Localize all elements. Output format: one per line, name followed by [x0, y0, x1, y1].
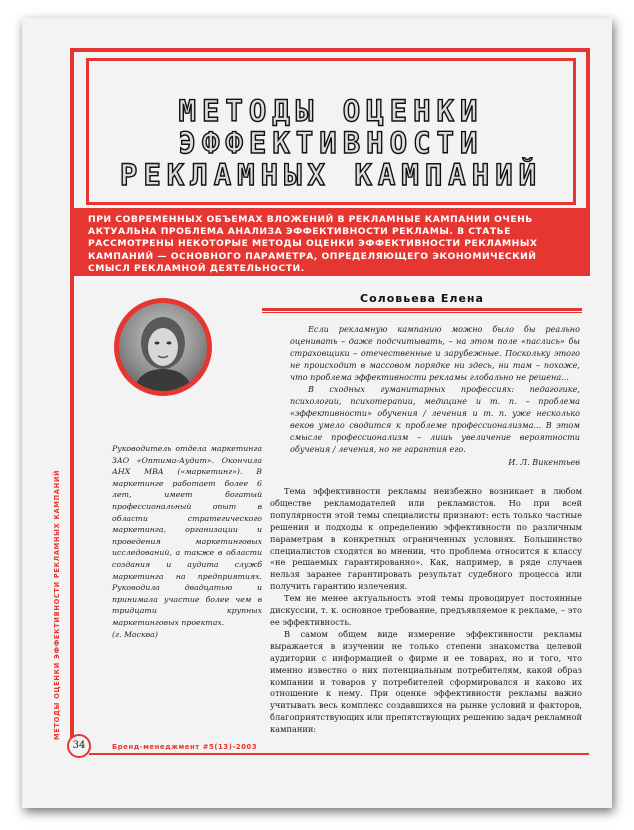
author-photo [114, 298, 212, 396]
magazine-page [22, 18, 612, 808]
footer-rule [89, 753, 589, 755]
body-paragraph: Тема эффективности рекламы неизбежно возникает в любом обществе рекламодателей или рекламистов. Но при всей популярности этой темы специалисты признают: есть только частные решения и подходы к определению эффективности по различным параметрам в конкретных ограниченных условиях. Большинство специалистов сходятся во мнении, что проблема относится к классу «не решаемых гарантированно». Как, например, в ряде случаев нельзя заранее гарантировать результат судебного процесса или получить гарантию излечения. [270, 486, 582, 592]
epigraph-paragraph: В сходных гуманитарных профессиях: педагогике, психологии, психотерапии, медицине и т. п. – проблема «эффективности» обучения / лечения и т. п. уже несколько веков умело сводится к проблеме профессионализма... В этом смысле профессионализм – лишь увеличение вероятности обучения / лечения, но не гарантия его. [290, 384, 580, 454]
author-rule [262, 308, 582, 311]
vertical-section-title: МЕТОДЫ ОЦЕНКИ ЭФФЕКТИВНОСТИ РЕКЛАМНЫХ КАМПАНИЙ [53, 469, 61, 740]
title-line-2: ЭФФЕКТИВНОСТИ [178, 126, 484, 160]
title-line-3: РЕКЛАМНЫХ КАМПАНИЙ [119, 158, 543, 192]
title-box [86, 58, 576, 205]
epigraph-author: И. Л. Викентьев [508, 457, 580, 467]
page-number: 34 [67, 734, 91, 758]
lead-paragraph: ПРИ СОВРЕМЕННЫХ ОБЪЕМАХ ВЛОЖЕНИЙ В РЕКЛАМНЫЕ КАМПАНИИ ОЧЕНЬ АКТУАЛЬНА ПРОБЛЕМА АНАЛИЗА ЭФФЕКТИВНОСТИ РЕКЛАМЫ. В СТАТЬЕ РАССМОТРЕНЫ НЕКОТОРЫЕ МЕТОДЫ ОЦЕНКИ ЭФФЕКТИВНОСТИ РЕКЛАМНЫХ КАМПАНИЙ — ОСНОВНОГО ПАРАМЕТРА, ОПРЕДЕЛЯЮЩЕГО ЭКОНОМИЧЕСКИЙ СМЫСЛ РЕКЛАМНОЙ ДЕЯТЕЛЬНОСТИ. [74, 208, 590, 276]
bio-text: Руководитель отдела маркетинга ЗАО «Оптима-Аудит». Окончила АНХ MBA («маркетинг»). В маркетинге работает более 6 лет, имеет богатый профессиональный опыт в области стратегического маркетинга, организации и проведения маркетинговых исследований, а также в области создания и аудита служб маркетинга на предприятиях. Руководила двадцатью и принимала участие более чем в тридцати крупных маркетинговых проектах. [112, 444, 262, 627]
author-rule-thin [262, 312, 582, 313]
author-portrait [119, 303, 207, 391]
frame-left-rule [70, 48, 74, 743]
author-name: Соловьева Елена [360, 292, 484, 305]
body-paragraph: В самом общем виде измерение эффективности рекламы выражается в изучении не только степени знакомства целевой аудитории с информацией о фирме и ее товарах, но и того, что именно известно о них потенциальным потребителям, какой образ компании и товаров у потребителей сформировался и каково их отношение к нему. При оценке эффективности рекламы важно учитывать весь комплекс создавшихся на рынке условий и факторов, благоприятствующих или препятствующих решению задач рекламной кампании: [270, 628, 582, 735]
title-line-1: МЕТОДЫ ОЦЕНКИ [178, 94, 484, 128]
article-body [270, 486, 582, 736]
frame-top-rule [70, 48, 590, 52]
epigraph [290, 323, 580, 468]
article-title [89, 61, 573, 191]
journal-name: Бренд-менеджмент #5(13)-2003 [112, 743, 258, 751]
bio-city: (г. Москва) [112, 629, 158, 639]
body-paragraph: Тем не менее актуальность этой темы провоцирует постоянные дискуссии, т. к. основное требование, предъявляемое к рекламе, – это ее эффективность. [270, 593, 582, 627]
epigraph-paragraph: Если рекламную кампанию можно было бы реально оценивать – даже подсчитывать, – на этом поле «паслись» бы страховщики – отечественные и зарубежные. Поскольку этого не происходит в массовом порядке ни здесь, ни там – похоже, что проблема эффективности рекламы глобально не решена... [290, 324, 580, 382]
author-bio [112, 443, 262, 640]
